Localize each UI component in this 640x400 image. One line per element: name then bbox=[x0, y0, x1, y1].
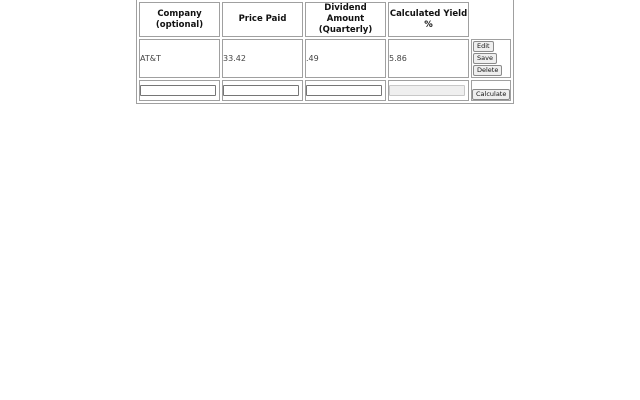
header-actions bbox=[471, 2, 511, 37]
calculate-cell bbox=[471, 80, 511, 101]
company-input-cell bbox=[139, 80, 220, 101]
new-entry-row bbox=[139, 80, 511, 101]
yield-output-field bbox=[389, 85, 465, 96]
edit-button[interactable]: Edit bbox=[473, 41, 494, 52]
cell-price-paid: 33.42 bbox=[222, 39, 303, 78]
price-paid-input[interactable] bbox=[223, 85, 299, 96]
cell-yield: 5.86 bbox=[388, 39, 469, 78]
header-dividend-line2: (Quarterly) bbox=[318, 25, 373, 35]
dividend-input-cell bbox=[305, 80, 386, 101]
cell-dividend: .49 bbox=[305, 39, 386, 78]
header-company: Company (optional) bbox=[139, 2, 220, 37]
table-row bbox=[139, 39, 511, 78]
dividend-yield-calculator bbox=[136, 0, 514, 104]
row-actions bbox=[471, 39, 511, 78]
yield-table bbox=[136, 0, 514, 104]
save-button[interactable]: Save bbox=[473, 53, 497, 64]
header-dividend bbox=[305, 2, 386, 37]
calculate-button[interactable]: Calculate bbox=[472, 89, 510, 100]
dividend-input[interactable] bbox=[306, 85, 382, 96]
header-row bbox=[139, 2, 511, 37]
price-input-cell bbox=[222, 80, 303, 101]
header-dividend-line1: Dividend Amount bbox=[324, 3, 367, 24]
header-yield: Calculated Yield % bbox=[388, 2, 469, 37]
cell-company: AT&T bbox=[139, 39, 220, 78]
delete-button[interactable]: Delete bbox=[473, 65, 502, 76]
company-input[interactable] bbox=[140, 85, 216, 96]
yield-input-cell bbox=[388, 80, 469, 101]
header-price-paid: Price Paid bbox=[222, 2, 303, 37]
